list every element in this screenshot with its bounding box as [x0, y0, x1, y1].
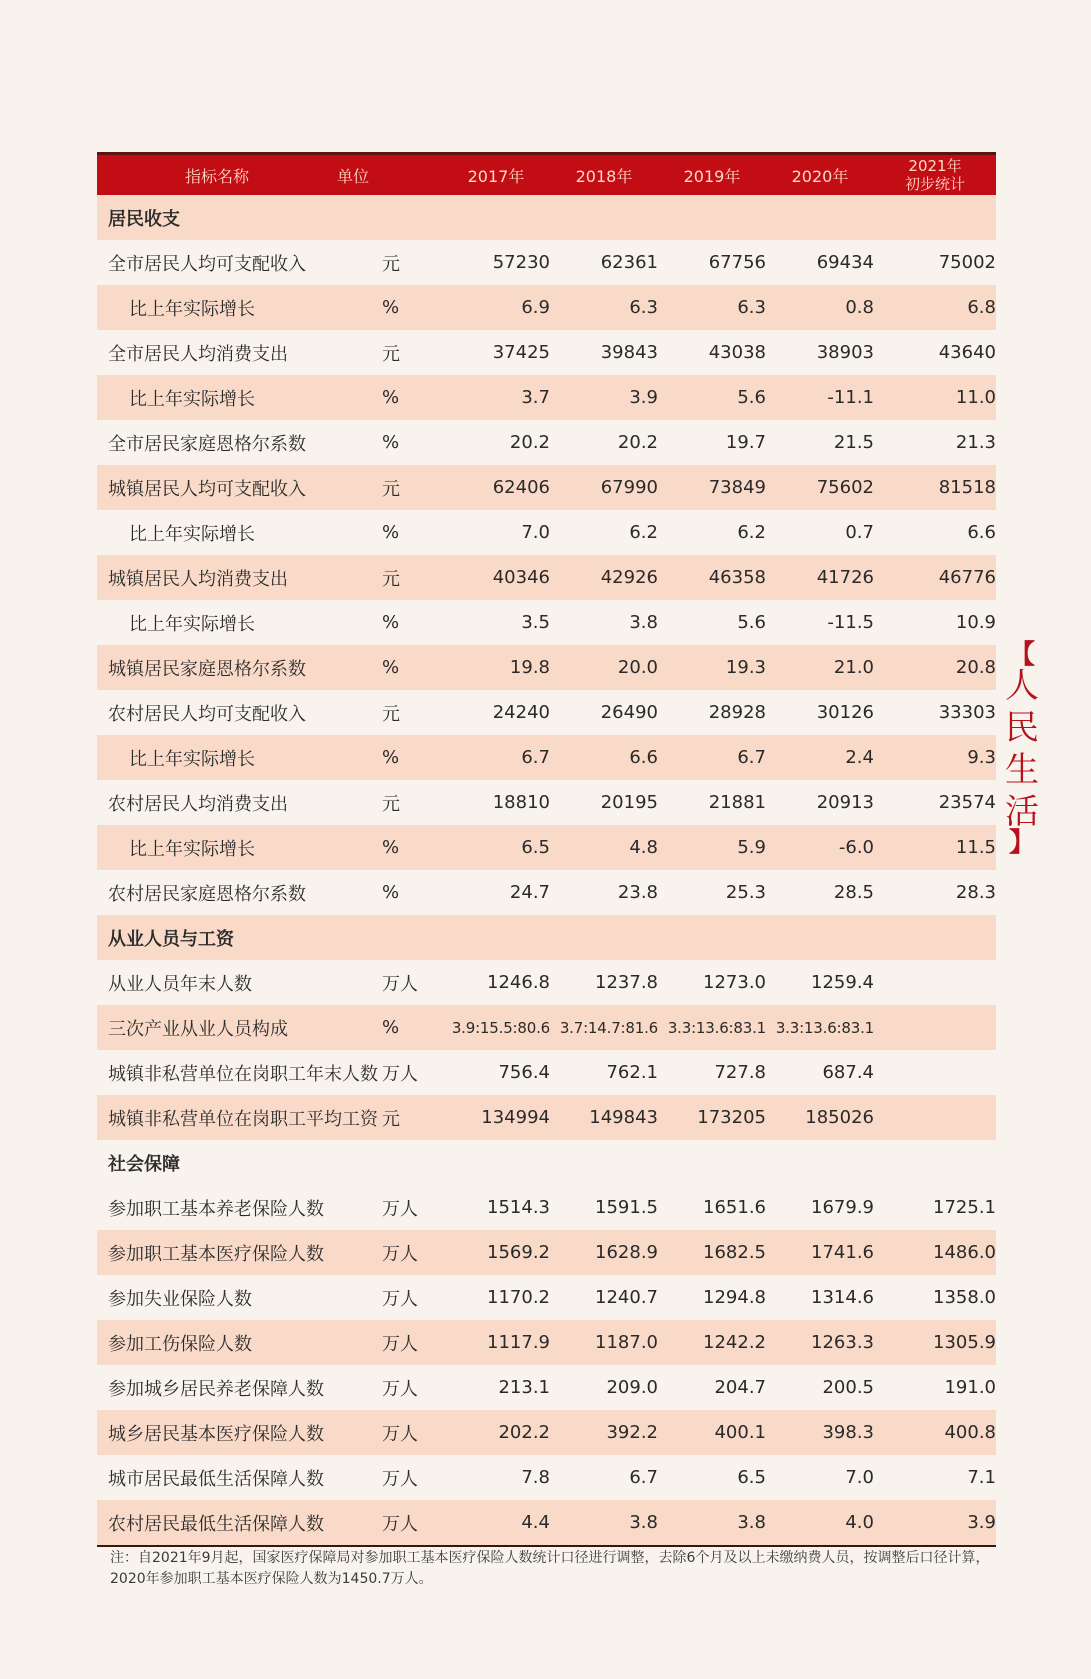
indicator-name: 全市居民人均消费支出	[108, 343, 288, 365]
value-cell: 20913	[816, 792, 874, 813]
unit-cell: 万人	[382, 1333, 418, 1355]
indicator-name: 比上年实际增长	[129, 613, 255, 635]
value-cell: 202.2	[498, 1422, 550, 1443]
value-cell: 1569.2	[487, 1242, 550, 1263]
value-cell: 2.4	[845, 747, 874, 768]
indicator-name: 参加职工基本养老保险人数	[108, 1198, 324, 1220]
value-cell: 67990	[600, 477, 658, 498]
indicator-name: 比上年实际增长	[129, 748, 255, 770]
table-row	[97, 1320, 996, 1365]
value-cell: 1725.1	[933, 1197, 996, 1218]
value-cell: 1358.0	[933, 1287, 996, 1308]
unit-cell: 元	[382, 568, 400, 590]
value-cell: 1679.9	[811, 1197, 874, 1218]
value-cell: 6.2	[737, 522, 766, 543]
table-row	[97, 1005, 996, 1050]
header-2021-note: 初步统计	[904, 175, 965, 193]
unit-cell: 万人	[382, 973, 418, 995]
value-cell: 1741.6	[811, 1242, 874, 1263]
value-cell: 75002	[938, 252, 996, 273]
value-cell: 19.3	[725, 657, 766, 678]
value-cell: 10.9	[955, 612, 996, 633]
table-row	[97, 240, 996, 285]
indicator-name: 全市居民人均可支配收入	[108, 253, 306, 275]
value-cell: 73849	[708, 477, 766, 498]
unit-cell: 万人	[382, 1243, 418, 1265]
indicator-name: 城镇非私营单位在岗职工平均工资	[108, 1108, 378, 1130]
table-row	[97, 1230, 996, 1275]
value-cell: 11.0	[955, 387, 996, 408]
side-label-char: 生	[1005, 750, 1039, 790]
indicator-name: 城乡居民基本医疗保险人数	[108, 1423, 324, 1445]
section-row	[97, 915, 996, 960]
table-row	[97, 1050, 996, 1095]
value-cell: 18810	[492, 792, 550, 813]
unit-cell: 元	[382, 343, 400, 365]
indicator-name: 农村居民家庭恩格尔系数	[108, 883, 306, 905]
value-cell: 1273.0	[703, 972, 766, 993]
value-cell: 6.7	[521, 747, 550, 768]
value-cell: 173205	[697, 1107, 766, 1128]
value-cell: 6.2	[629, 522, 658, 543]
table-row	[97, 1095, 996, 1140]
unit-cell: %	[382, 1017, 400, 1038]
value-cell: 62406	[492, 477, 550, 498]
unit-cell: 万人	[382, 1063, 418, 1085]
value-cell: 81518	[938, 477, 996, 498]
value-cell: 5.9	[737, 837, 766, 858]
value-cell: 1242.2	[703, 1332, 766, 1353]
value-cell: 5.6	[737, 612, 766, 633]
section-row	[97, 195, 996, 240]
value-cell: 400.1	[714, 1422, 766, 1443]
unit-cell: %	[382, 747, 400, 768]
section-title: 居民收支	[108, 208, 180, 230]
indicator-name: 城镇居民人均消费支出	[108, 568, 288, 590]
value-cell: 46776	[938, 567, 996, 588]
value-cell: -11.1	[827, 387, 874, 408]
unit-cell: %	[382, 387, 400, 408]
table-row	[97, 1500, 996, 1545]
indicator-name: 比上年实际增长	[129, 298, 255, 320]
value-cell: 3.7:14.7:81.6	[559, 1018, 658, 1037]
section-title: 社会保障	[108, 1153, 180, 1175]
value-cell: 1651.6	[703, 1197, 766, 1218]
header-unit: 单位	[337, 166, 370, 186]
header-2019: 2019年	[683, 166, 741, 186]
value-cell: 6.8	[967, 297, 996, 318]
table-header	[97, 155, 996, 195]
value-cell: 1170.2	[487, 1287, 550, 1308]
value-cell: 6.3	[629, 297, 658, 318]
value-cell: 42926	[600, 567, 658, 588]
table-row	[97, 555, 996, 600]
value-cell: 400.8	[944, 1422, 996, 1443]
side-label-char: 民	[1005, 708, 1039, 748]
indicator-name: 城市居民最低生活保障人数	[108, 1468, 324, 1490]
table-row	[97, 870, 996, 915]
value-cell: 6.7	[737, 747, 766, 768]
table-body	[97, 195, 996, 1545]
unit-cell: 万人	[382, 1288, 418, 1310]
header-2021	[874, 157, 996, 193]
value-cell: 21881	[708, 792, 766, 813]
header-2021-year: 2021年	[908, 157, 962, 175]
value-cell: 4.8	[629, 837, 658, 858]
unit-cell: %	[382, 432, 400, 453]
value-cell: 67756	[708, 252, 766, 273]
value-cell: 7.0	[845, 1467, 874, 1488]
indicator-name: 比上年实际增长	[129, 838, 255, 860]
value-cell: 0.7	[845, 522, 874, 543]
value-cell: 7.8	[521, 1467, 550, 1488]
value-cell: 11.5	[955, 837, 996, 858]
side-label-close-bracket: 】	[1008, 828, 1035, 858]
indicator-name: 参加职工基本医疗保险人数	[108, 1243, 324, 1265]
unit-cell: 万人	[382, 1468, 418, 1490]
indicator-name: 城镇非私营单位在岗职工年末人数	[108, 1063, 378, 1085]
value-cell: 1305.9	[933, 1332, 996, 1353]
indicator-name: 农村居民人均可支配收入	[108, 703, 306, 725]
unit-cell: %	[382, 522, 400, 543]
value-cell: 1294.8	[703, 1287, 766, 1308]
unit-cell: %	[382, 612, 400, 633]
value-cell: 37425	[492, 342, 550, 363]
value-cell: 6.7	[629, 1467, 658, 1488]
value-cell: 1628.9	[595, 1242, 658, 1263]
value-cell: 6.3	[737, 297, 766, 318]
value-cell: 3.9	[967, 1512, 996, 1533]
table-row	[97, 465, 996, 510]
value-cell: 28.5	[833, 882, 874, 903]
table-row	[97, 690, 996, 735]
unit-cell: %	[382, 837, 400, 858]
value-cell: 19.7	[725, 432, 766, 453]
indicator-name: 参加失业保险人数	[108, 1288, 252, 1310]
value-cell: 1117.9	[487, 1332, 550, 1353]
value-cell: 0.8	[845, 297, 874, 318]
unit-cell: 元	[382, 703, 400, 725]
value-cell: 1486.0	[933, 1242, 996, 1263]
value-cell: 213.1	[498, 1377, 550, 1398]
value-cell: 41726	[816, 567, 874, 588]
value-cell: 33303	[938, 702, 996, 723]
indicator-name: 比上年实际增长	[129, 523, 255, 545]
value-cell: 23.8	[617, 882, 658, 903]
table-row	[97, 645, 996, 690]
value-cell: 39843	[600, 342, 658, 363]
value-cell: 43038	[708, 342, 766, 363]
value-cell: 1314.6	[811, 1287, 874, 1308]
value-cell: -6.0	[838, 837, 874, 858]
value-cell: 1240.7	[595, 1287, 658, 1308]
value-cell: 24240	[492, 702, 550, 723]
value-cell: 134994	[481, 1107, 550, 1128]
statistics-table	[97, 152, 996, 1547]
value-cell: 1259.4	[811, 972, 874, 993]
value-cell: 392.2	[606, 1422, 658, 1443]
value-cell: 26490	[600, 702, 658, 723]
value-cell: 23574	[938, 792, 996, 813]
indicator-name: 比上年实际增长	[129, 388, 255, 410]
value-cell: 762.1	[606, 1062, 658, 1083]
unit-cell: 元	[382, 253, 400, 275]
value-cell: 3.5	[521, 612, 550, 633]
table-row	[97, 285, 996, 330]
value-cell: 4.4	[521, 1512, 550, 1533]
table-row	[97, 1275, 996, 1320]
value-cell: 28928	[708, 702, 766, 723]
table-row	[97, 1410, 996, 1455]
value-cell: 57230	[492, 252, 550, 273]
value-cell: 3.9	[629, 387, 658, 408]
value-cell: -11.5	[827, 612, 874, 633]
table-row	[97, 960, 996, 1005]
value-cell: 3.9:15.5:80.6	[451, 1018, 550, 1037]
value-cell: 756.4	[498, 1062, 550, 1083]
value-cell: 4.0	[845, 1512, 874, 1533]
indicator-name: 全市居民家庭恩格尔系数	[108, 433, 306, 455]
value-cell: 6.5	[737, 1467, 766, 1488]
value-cell: 6.6	[629, 747, 658, 768]
indicator-name: 从业人员年末人数	[108, 973, 252, 995]
value-cell: 3.3:13.6:83.1	[775, 1018, 874, 1037]
indicator-name: 城镇居民人均可支配收入	[108, 478, 306, 500]
header-2017: 2017年	[467, 166, 525, 186]
value-cell: 38903	[816, 342, 874, 363]
unit-cell: %	[382, 882, 400, 903]
side-label-open-bracket: 【	[1008, 640, 1035, 670]
unit-cell: 万人	[382, 1198, 418, 1220]
unit-cell: 万人	[382, 1513, 418, 1535]
section-row	[97, 1140, 996, 1185]
value-cell: 24.7	[509, 882, 550, 903]
section-title: 从业人员与工资	[108, 928, 234, 950]
table-row	[97, 330, 996, 375]
value-cell: 40346	[492, 567, 550, 588]
side-section-label	[1004, 640, 1040, 858]
indicator-name: 城镇居民家庭恩格尔系数	[108, 658, 306, 680]
table-row	[97, 600, 996, 645]
table-row	[97, 735, 996, 780]
value-cell: 185026	[805, 1107, 874, 1128]
header-2020: 2020年	[791, 166, 849, 186]
value-cell: 204.7	[714, 1377, 766, 1398]
unit-cell: %	[382, 657, 400, 678]
value-cell: 3.7	[521, 387, 550, 408]
value-cell: 3.8	[629, 1512, 658, 1533]
value-cell: 46358	[708, 567, 766, 588]
value-cell: 3.3:13.6:83.1	[667, 1018, 766, 1037]
value-cell: 200.5	[822, 1377, 874, 1398]
value-cell: 1682.5	[703, 1242, 766, 1263]
indicator-name: 农村居民人均消费支出	[108, 793, 288, 815]
unit-cell: %	[382, 297, 400, 318]
value-cell: 21.5	[833, 432, 874, 453]
unit-cell: 元	[382, 793, 400, 815]
footnote: 注：自2021年9月起，国家医疗保障局对参加职工基本医疗保险人数统计口径进行调整，去除6个月及以上未缴纳费人员，按调整后口径计算，2020年参加职工基本医疗保险人数为1450.7万人。	[110, 1550, 990, 1587]
table-row	[97, 375, 996, 420]
value-cell: 6.6	[967, 522, 996, 543]
value-cell: 21.0	[833, 657, 874, 678]
table-bottom-rule	[97, 1545, 996, 1547]
value-cell: 191.0	[944, 1377, 996, 1398]
unit-cell: 元	[382, 478, 400, 500]
unit-cell: 万人	[382, 1378, 418, 1400]
indicator-name: 农村居民最低生活保障人数	[108, 1513, 324, 1535]
value-cell: 20.2	[617, 432, 658, 453]
value-cell: 21.3	[955, 432, 996, 453]
value-cell: 62361	[600, 252, 658, 273]
value-cell: 5.6	[737, 387, 766, 408]
table-row	[97, 825, 996, 870]
table-row	[97, 1185, 996, 1230]
value-cell: 43640	[938, 342, 996, 363]
value-cell: 28.3	[955, 882, 996, 903]
value-cell: 149843	[589, 1107, 658, 1128]
value-cell: 1237.8	[595, 972, 658, 993]
header-2018: 2018年	[575, 166, 633, 186]
value-cell: 1246.8	[487, 972, 550, 993]
table-row	[97, 1455, 996, 1500]
table-row	[97, 780, 996, 825]
value-cell: 9.3	[967, 747, 996, 768]
table-row	[97, 510, 996, 555]
side-label-char: 活	[1005, 792, 1039, 832]
indicator-name: 参加工伤保险人数	[108, 1333, 252, 1355]
header-name: 指标名称	[184, 166, 249, 186]
value-cell: 6.5	[521, 837, 550, 858]
side-label-char: 人	[1005, 666, 1039, 706]
value-cell: 75602	[816, 477, 874, 498]
value-cell: 398.3	[822, 1422, 874, 1443]
value-cell: 69434	[816, 252, 874, 273]
value-cell: 20.8	[955, 657, 996, 678]
value-cell: 209.0	[606, 1377, 658, 1398]
value-cell: 3.8	[629, 612, 658, 633]
indicator-name: 三次产业从业人员构成	[108, 1018, 288, 1040]
value-cell: 7.1	[967, 1467, 996, 1488]
value-cell: 7.0	[521, 522, 550, 543]
indicator-name: 参加城乡居民养老保障人数	[108, 1378, 324, 1400]
value-cell: 20.2	[509, 432, 550, 453]
unit-cell: 元	[382, 1108, 400, 1130]
value-cell: 6.9	[521, 297, 550, 318]
value-cell: 1263.3	[811, 1332, 874, 1353]
value-cell: 1514.3	[487, 1197, 550, 1218]
unit-cell: 万人	[382, 1423, 418, 1445]
value-cell: 20.0	[617, 657, 658, 678]
value-cell: 687.4	[822, 1062, 874, 1083]
value-cell: 3.8	[737, 1512, 766, 1533]
value-cell: 1187.0	[595, 1332, 658, 1353]
value-cell: 19.8	[509, 657, 550, 678]
value-cell: 25.3	[725, 882, 766, 903]
table-row	[97, 420, 996, 465]
value-cell: 727.8	[714, 1062, 766, 1083]
value-cell: 30126	[816, 702, 874, 723]
value-cell: 1591.5	[595, 1197, 658, 1218]
table-row	[97, 1365, 996, 1410]
value-cell: 20195	[600, 792, 658, 813]
